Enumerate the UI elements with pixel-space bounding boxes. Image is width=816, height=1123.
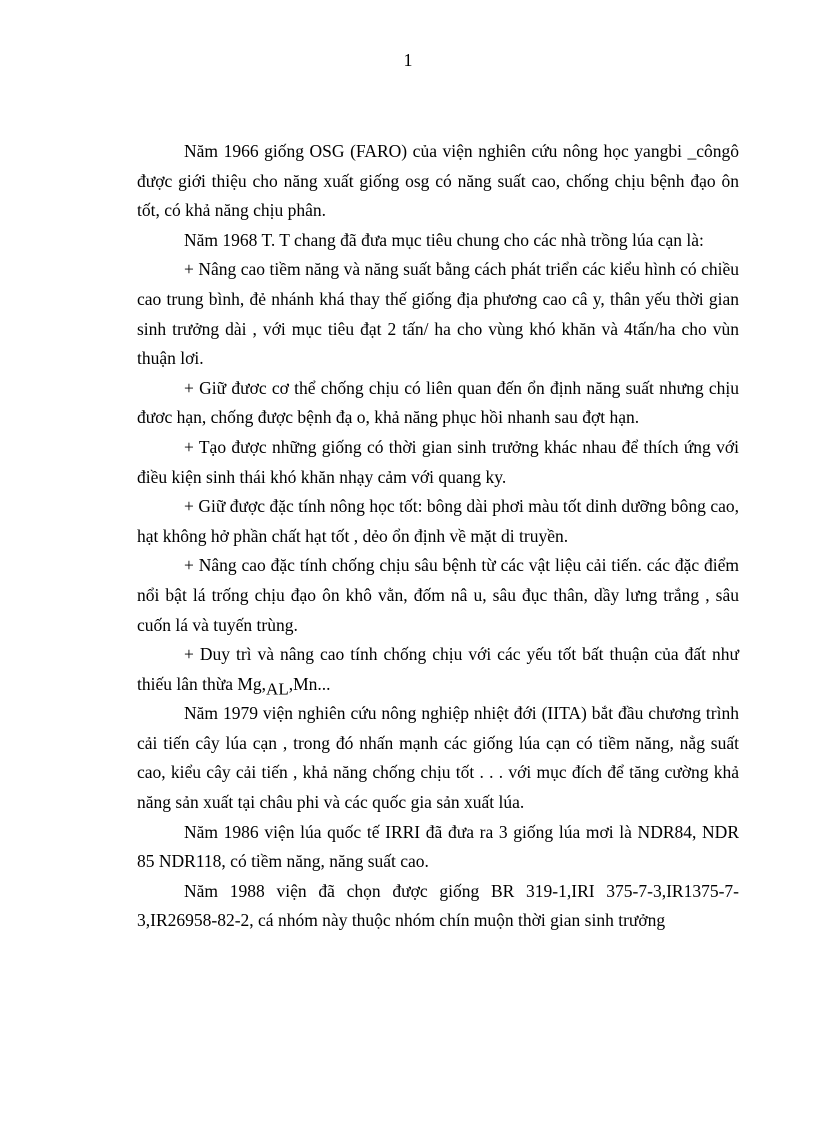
paragraph-goal-pest: + Nâng cao đặc tính chống chịu sâu bệnh từ các vật liệu cải tiến. các đặc điểm nổi bật lá trống chịu đạo ôn khô vằn, đốm nâ u, sâu đục thân, dầy lưng trắng , sâu cuốn lá và tuyến trùng. [137,555,739,635]
paragraph-goal-duration: + Tạo được những giống có thời gian sinh trưởng khác nhau để thích ứng với điều kiện sinh thái khó khăn nhạy cảm với quang ky. [137,436,739,487]
soil-text-before: + Duy trì và nâng cao tính chống chịu với các yếu tốt bất thuận của đất như thiếu lân thừa Mg, [137,644,739,694]
paragraph-1988: Năm 1988 viện đã chọn được giống BR 319-1,IRI 375-7-3,IR1375-7-3,IR26958-82-2, cá nhóm này thuộc nhóm chín muộn thời gian sinh trưởng [137,880,739,931]
paragraph-goal-yield: + Nâng cao tiềm năng và năng suất bằng cách phát triển các kiểu hình có chiều cao trung bình, đẻ nhánh khá thay thế giống địa phương cao câ y, thân yếu thời gian sinh trưởng dài , với mục tiêu đạt 2 tấn/ ha cho vùng khó khăn và 4tấn/ha cho vùn thuận lơi. [137,259,739,369]
aluminium-subscript: AL [266,679,289,699]
paragraph-chang-goals: Năm 1968 T. T chang đã đưa mục tiêu chung cho các nhà trồng lúa cạn là: [184,229,704,250]
paragraph-goal-drought: + Giữ đươc cơ thể chống chịu có liên quan đến ổn định năng suất nhưng chịu đươc hạn, chống được bệnh đạ o, khả năng phục hồi nhanh sau đợt hạn. [137,377,739,428]
paragraph-irri: Năm 1986 viện lúa quốc tế IRRI đã đưa ra 3 giống lúa mơi là NDR84, NDR 85 NDR118, có tiềm năng, năng suất cao. [137,821,739,872]
paragraph-faro: Năm 1966 giống OSG (FARO) của viện nghiên cứu nông học yangbi _côngô được giới thiệu cho năng xuất giống osg có năng suất cao, chống chịu bệnh đạo ôn tốt, có khả năng chịu phân. [137,141,739,221]
page-number: 1 [403,50,413,70]
soil-text-after: ,Mn... [288,673,331,694]
document-body [137,137,739,936]
paragraph-goal-agronomic: + Giữ được đặc tính nông học tốt: bông dài phơi màu tốt dinh dưỡng bông cao, hạt không hở phần chất hạt tốt , dẻo ổn định về mặt di truyền. [137,496,739,546]
paragraph-iita: Năm 1979 viện nghiên cứu nông nghiệp nhiệt đới (IITA) bắt đầu chương trình cải tiến cây lúa cạn , trong đó nhấn mạnh các giống lúa cạn có tiềm năng, nẳg suất cao, kiểu cây cải tiến , khả năng chống chịu tốt . . . với mục đích để tăng cường khả năng sản xuất tại châu phi và các quốc gia sản xuất lúa. [137,703,739,813]
paragraph-goal-soil [137,640,739,699]
